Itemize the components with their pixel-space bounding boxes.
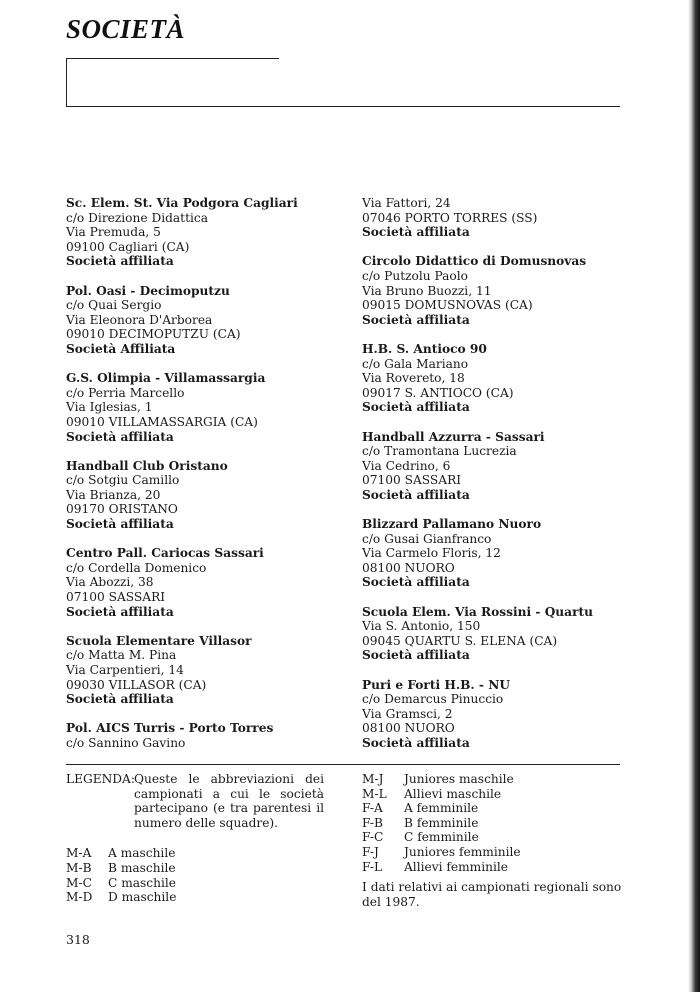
legend-desc: Juniores maschile bbox=[404, 772, 514, 786]
legend-code: F-J bbox=[362, 844, 379, 859]
legend-text: Queste le abbreviazioni dei campionati a cui le società partecipano (e tra parentesi il numero delle squadre). bbox=[134, 772, 324, 830]
club-name: Puri e Forti H.B. - NU bbox=[362, 677, 510, 692]
club-line: c/o Putzolu Paolo bbox=[362, 268, 468, 283]
legend-code: M-C bbox=[66, 875, 92, 890]
club-status: Società affiliata bbox=[66, 254, 174, 269]
club-line: 09010 DECIMOPUTZU (CA) bbox=[66, 327, 241, 342]
club-line: 09017 S. ANTIOCO (CA) bbox=[362, 385, 514, 400]
legend-code-row bbox=[66, 890, 336, 905]
club-line: 09015 DOMUSNOVAS (CA) bbox=[362, 298, 533, 313]
club-status: Società affiliata bbox=[362, 225, 470, 240]
club-line: c/o Demarcus Pinuccio bbox=[362, 692, 504, 707]
club-line: c/o Matta M. Pina bbox=[66, 648, 177, 663]
club-line: 08100 NUORO bbox=[362, 721, 455, 736]
club-status: Società affiliata bbox=[362, 648, 470, 663]
club-line: c/o Cordella Domenico bbox=[66, 560, 207, 575]
legend-desc: Allievi femminile bbox=[404, 859, 508, 874]
club-name: Handball Azzurra - Sassari bbox=[362, 429, 545, 444]
club-line: 07100 SASSARI bbox=[362, 473, 462, 488]
club-status: Società affiliata bbox=[66, 429, 174, 444]
club-name: Handball Club Oristano bbox=[66, 458, 228, 473]
club-line: c/o Perria Marcello bbox=[66, 385, 185, 400]
legend-code-row bbox=[362, 860, 624, 875]
legend-code-row bbox=[362, 801, 624, 816]
club-entry-continued bbox=[362, 196, 632, 240]
page-title: SOCIETÀ bbox=[66, 14, 186, 44]
club-line: Via Eleonora D'Arborea bbox=[66, 312, 213, 327]
club-status: Società affiliata bbox=[362, 575, 470, 590]
page-edge-shadow bbox=[688, 0, 700, 992]
club-entry bbox=[66, 721, 351, 750]
legend-code-row bbox=[362, 772, 624, 787]
legend-codes-left bbox=[66, 846, 336, 904]
club-line: c/o Gusai Gianfranco bbox=[362, 531, 492, 546]
club-entry bbox=[362, 254, 632, 327]
legend-code-row bbox=[66, 861, 336, 876]
legend-code: F-L bbox=[362, 859, 383, 874]
club-line: 07100 SASSARI bbox=[66, 590, 166, 605]
club-line: c/o Tramontana Lucrezia bbox=[362, 444, 517, 459]
club-name: Circolo Didattico di Domusnovas bbox=[362, 254, 587, 269]
club-line: 09170 ORISTANO bbox=[66, 502, 178, 517]
club-line: c/o Sotgiu Camillo bbox=[66, 473, 180, 488]
title-frame bbox=[66, 58, 279, 107]
club-line: c/o Gala Mariano bbox=[362, 356, 469, 371]
club-line: c/o Direzione Didattica bbox=[66, 210, 208, 225]
legend-code: M-A bbox=[66, 846, 92, 861]
club-line: Via Gramsci, 2 bbox=[362, 706, 453, 721]
club-line: Via Rovereto, 18 bbox=[362, 371, 465, 386]
legend-code: F-B bbox=[362, 815, 383, 830]
club-entry bbox=[66, 196, 351, 269]
club-line: Via S. Antonio, 150 bbox=[362, 619, 481, 634]
legend-code: F-C bbox=[362, 830, 384, 845]
club-entry bbox=[66, 284, 351, 357]
club-line: c/o Quai Sergio bbox=[66, 298, 162, 313]
legend-code: F-A bbox=[362, 801, 383, 816]
legend-code: M-L bbox=[362, 786, 387, 801]
legend-code-row bbox=[66, 876, 336, 891]
legend-code-row bbox=[362, 787, 624, 802]
legend-code-row bbox=[362, 816, 624, 831]
club-name: Pol. Oasi - Decimoputzu bbox=[66, 283, 230, 298]
legend-desc: Allievi maschile bbox=[404, 786, 502, 801]
club-name: Scuola Elem. Via Rossini - Quartu bbox=[362, 604, 593, 619]
club-name: Sc. Elem. St. Via Podgora Cagliari bbox=[66, 196, 298, 210]
club-line: 09045 QUARTU S. ELENA (CA) bbox=[362, 633, 558, 648]
club-status: Società affiliata bbox=[66, 517, 174, 532]
club-line: 09010 VILLAMASSARGIA (CA) bbox=[66, 414, 258, 429]
club-line: 09100 Cagliari (CA) bbox=[66, 239, 190, 254]
club-entry bbox=[362, 517, 632, 590]
club-entry bbox=[66, 371, 351, 444]
club-entry bbox=[362, 430, 632, 503]
club-entry bbox=[362, 342, 632, 415]
club-line: Via Bruno Buozzi, 11 bbox=[362, 283, 492, 298]
legend-desc: D maschile bbox=[108, 890, 177, 905]
legend-left bbox=[66, 772, 336, 905]
club-name: H.B. S. Antioco 90 bbox=[362, 341, 487, 356]
club-line: Via Carmelo Floris, 12 bbox=[362, 546, 501, 561]
club-status: Società affiliata bbox=[362, 487, 470, 502]
legend-desc: A femminile bbox=[404, 801, 479, 816]
club-line: Via Abozzi, 38 bbox=[66, 575, 154, 590]
legend-desc: C maschile bbox=[108, 875, 176, 890]
club-line: Via Premuda, 5 bbox=[66, 225, 161, 240]
legend-desc: B maschile bbox=[108, 860, 176, 875]
club-line: 08100 NUORO bbox=[362, 560, 455, 575]
club-name: Blizzard Pallamano Nuoro bbox=[362, 517, 542, 532]
club-line: c/o Sannino Gavino bbox=[66, 735, 186, 750]
club-status: Società affiliata bbox=[66, 692, 174, 707]
club-status: Società affiliata bbox=[362, 735, 470, 750]
legend-label: LEGENDA: bbox=[66, 772, 135, 786]
club-name: Scuola Elementare Villasor bbox=[66, 633, 252, 648]
club-line: 09030 VILLASOR (CA) bbox=[66, 677, 207, 692]
club-entry bbox=[362, 605, 632, 663]
club-name: Centro Pall. Cariocas Sassari bbox=[66, 546, 264, 561]
club-line: Via Fattori, 24 bbox=[362, 196, 451, 210]
legend-code-row bbox=[362, 830, 624, 845]
club-line: Via Cedrino, 6 bbox=[362, 458, 451, 473]
legend-code: M-D bbox=[66, 890, 93, 905]
title-rule bbox=[66, 106, 620, 107]
legend-header bbox=[66, 772, 336, 830]
club-entry bbox=[362, 678, 632, 751]
club-line: Via Brianza, 20 bbox=[66, 487, 161, 502]
club-entry bbox=[66, 546, 351, 619]
club-name: Pol. AICS Turris - Porto Torres bbox=[66, 721, 274, 736]
left-column bbox=[66, 196, 351, 765]
club-entry bbox=[66, 459, 351, 532]
legend-rule bbox=[66, 764, 620, 765]
legend-code: M-B bbox=[66, 860, 92, 875]
club-line: 07046 PORTO TORRES (SS) bbox=[362, 210, 538, 225]
club-status: Società affiliata bbox=[362, 400, 470, 415]
club-status: Società affiliata bbox=[362, 312, 470, 327]
legend-desc: B femminile bbox=[404, 815, 479, 830]
club-status: Società Affiliata bbox=[66, 341, 176, 356]
page-number: 318 bbox=[66, 932, 90, 947]
legend-code: M-J bbox=[362, 772, 384, 786]
legend-code-row bbox=[362, 845, 624, 860]
club-entry bbox=[66, 634, 351, 707]
club-line: Via Carpentieri, 14 bbox=[66, 663, 184, 677]
club-status: Società affiliata bbox=[66, 604, 174, 619]
legend-desc: Juniores femminile bbox=[404, 844, 521, 859]
right-column bbox=[362, 196, 632, 765]
legend-desc: C femminile bbox=[404, 830, 479, 845]
legend-right bbox=[362, 772, 624, 909]
club-name: G.S. Olimpia - Villamassargia bbox=[66, 371, 266, 386]
legend-note: I dati relativi ai campionati regionali sono del 1987. bbox=[362, 880, 622, 909]
club-line: Via Iglesias, 1 bbox=[66, 400, 153, 415]
legend-code-row bbox=[66, 846, 336, 861]
legend-desc: A maschile bbox=[108, 846, 176, 861]
